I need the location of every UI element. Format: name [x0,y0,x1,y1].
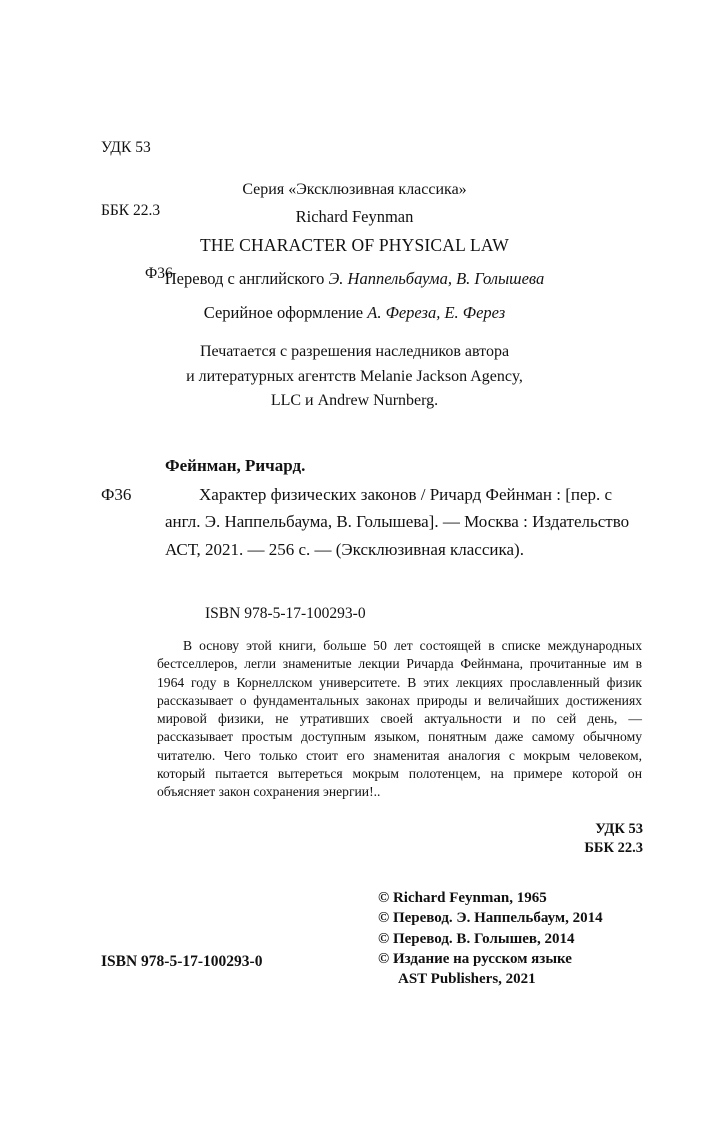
permission-line-1: Печатается с разрешения наследников автора [199,343,510,360]
translator-names: Э. Наппельбаума, В. Голышева [328,269,545,288]
design-prefix: Серийное оформление [203,303,368,322]
translation-credit [0,265,709,293]
isbn-inner: ISBN 978-5-17-100293-0 [205,605,366,622]
original-author: Richard Feynman [295,207,414,226]
cip-description: Характер физических законов / Ричард Фейнман : [пер. с англ. Э. Наппельбаума, В. Голышева]. — Москва : Издательство АСТ, 2021. — 256 с. — (Эксклюзивная классика). [165,484,630,559]
copyright-block [378,888,603,989]
series-design-credit [0,299,709,327]
author-sign: Ф36 [145,265,173,282]
udk-code-repeat: УДК 53 [595,821,643,837]
cip-body [101,481,641,564]
original-title: THE CHARACTER OF PHYSICAL LAW [199,235,510,255]
copyright-line-1: © Richard Feynman, 1965 [378,890,547,906]
copyright-publisher: AST Publishers, 2021 [398,971,536,988]
translation-prefix: Перевод с английского [164,269,329,288]
udk-code: УДК 53 [101,139,151,156]
copyright-line-3: © Перевод. В. Голышев, 2014 [378,930,575,947]
cip-heading: Фейнман, Ричард. [165,456,306,475]
series-name: Серия «Эксклюзивная классика» [242,181,467,198]
designer-names: А. Фереза, Е. Ферез [367,303,506,322]
isbn-bottom: ISBN 978-5-17-100293-0 [101,953,263,970]
bbk-code: ББК 22.3 [101,202,161,219]
permission-line-3: LLC и Andrew Nurnberg. [270,392,439,409]
annotation-text: В основу этой книги, больше 50 лет состоящей в списке международных бестселлеров, легли знаменитые лекции Ричарда Фейнмана, прочитанные им в 1964 году в Корнеллском университете. В этих лекциях прославленный физик рассказывает о фундаментальных законах природы и величайших достижениях мировой физики, не утративших своей актуальности и по сей день, — рассказывает простым доступным языком, понятным даже самому обычному читателю. Чего только стоит его знаменитая аналогия с мокрым человеком, который пытается вытереться мокрым полотенцем, на примере которой он объясняет закон сохранения энергии!.. [157,638,642,800]
copyright-line-4: © Издание на русском языке [378,950,572,967]
permission-statement [0,340,709,414]
title-block [0,176,709,414]
classification-codes-repeat [0,820,643,858]
cip-signature: Ф36 [101,484,132,504]
copyright-line-2: © Перевод. Э. Наппельбаум, 2014 [378,910,603,927]
cip-record [101,452,641,563]
permission-line-2: и литературных агентств Melanie Jackson Agency, [186,367,523,385]
bbk-code-repeat: ББК 22.3 [584,840,643,856]
